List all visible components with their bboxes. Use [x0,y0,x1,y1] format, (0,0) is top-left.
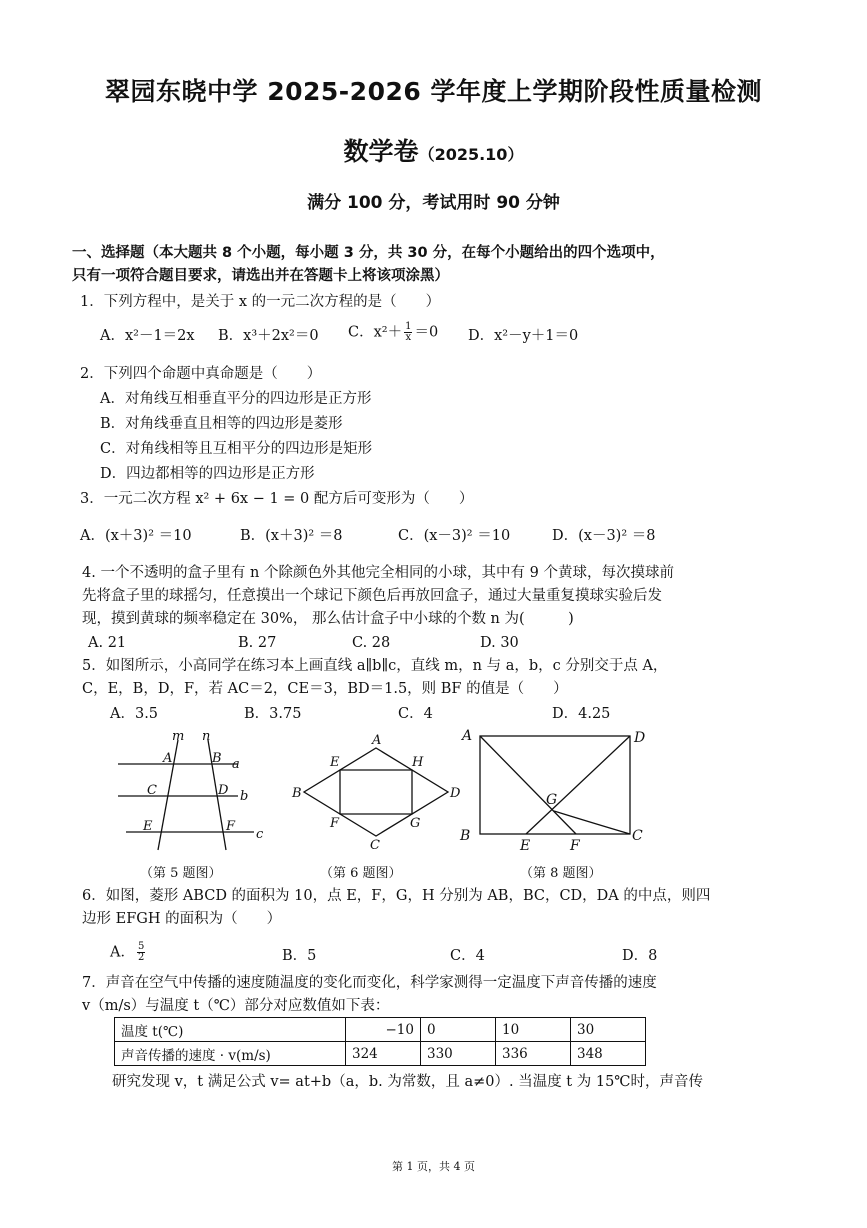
table-cell: 348 [571,1042,646,1066]
table-cell: 324 [346,1042,421,1066]
label-C: C [147,783,157,798]
exam-info: 满分 100 分，考试用时 90 分钟 [307,193,560,213]
table-cell: −10 [346,1018,421,1042]
table-cell: 0 [421,1018,496,1042]
q4-option-c: C. 28 [352,635,391,651]
figure-5-parallel-lines [110,728,270,858]
q1-stem: 1．下列方程中，是关于 x 的一元二次方程的是（ ） [80,294,441,310]
q5-option-b: B．3.75 [244,706,302,722]
label-b: b [240,789,249,804]
q6-line2: 边形 EFGH 的面积为（ ） [82,911,282,927]
label-C: C [370,838,380,850]
q2-option-c: C．对角线相等且互相平分的四边形是矩形 [100,441,373,457]
label-D: D [634,730,646,746]
q4-line1: 4. 一个不透明的盒子里有 n 个除颜色外其他完全相同的小球，其中有 9 个黄球，每次摸球前 [82,565,674,581]
label-F: F [330,816,340,831]
figure-8-rectangle [456,724,656,858]
label-C: C [632,828,643,844]
segment-AF [480,736,576,834]
figure-5-caption: （第 5 题图） [140,866,222,881]
exam-title: 翠园东晓中学 2025-2026 学年度上学期阶段性质量检测 [105,77,762,106]
label-E: E [330,755,340,770]
label-G: G [410,816,421,831]
label-B: B [292,786,302,801]
exam-date: （2025.10） [418,145,524,164]
table-row [115,1018,646,1042]
q6-option-a-fraction: $\frac{5}{2}$ [137,941,145,963]
q3-option-d: D．(x－3)² ＝8 [552,528,656,544]
label-c: c [256,827,264,842]
section-heading-line2: 只有一项符合题目要求，请选出并在答题卡上将该项涂黑） [72,268,449,284]
q4-option-b: B. 27 [238,635,277,651]
q6-option-a [110,942,147,963]
q6-option-d: D．8 [622,948,658,964]
q5-option-a: A．3.5 [110,706,159,722]
q7-line1: 7．声音在空气中传播的速度随温度的变化而变化，科学家测得一定温度下声音传播的速度 [82,975,657,991]
rhombus-ABCD [304,748,448,836]
q2-option-a: A．对角线互相垂直平分的四边形是正方形 [100,391,372,407]
quadrilateral-EFGH [340,770,412,814]
label-A: A [462,728,473,744]
q6-option-b: B．5 [282,948,317,964]
q7-line2: v（m/s）与温度 t（℃）部分对应数值如下表： [82,998,390,1014]
table-row [115,1042,646,1066]
table-cell: 10 [496,1018,571,1042]
q6-line1: 6．如图，菱形 ABCD 的面积为 10，点 E，F，G，H 分别为 AB，BC，CD，DA 的中点，则四 [82,888,711,904]
label-m: m [172,729,185,744]
label-a: a [232,757,240,772]
q3-stem: 3．一元二次方程 x² + 6x − 1 = 0 配方后可变形为（ ） [80,491,474,507]
q5-option-c: C．4 [398,706,433,722]
exam-subject [0,132,867,168]
label-H: H [412,755,424,770]
label-D: D [218,783,229,798]
subject-name: 数学卷 [343,137,419,166]
q2-option-b: B．对角线垂直且相等的四边形是菱形 [100,416,343,432]
q6-option-a-pre: A． [110,944,135,961]
q4-option-d: D. 30 [480,635,519,651]
rectangle-ABCD [480,736,630,834]
q2-stem: 2．下列四个命题中真命题是（ ） [80,366,322,382]
label-A: A [372,733,382,748]
q1-option-c-post: ＝0 [414,324,439,341]
figure-6-rhombus [288,732,471,850]
q7-line3: 研究发现 v，t 满足公式 v= at+b（a，b. 为常数，且 a≠0）. 当温度 t 为 15℃时，声音传 [112,1074,704,1090]
label-G: G [546,792,558,808]
q5-option-d: D．4.25 [552,706,611,722]
q5-line2: C，E，B，D，F，若 AC＝2，CE＝3，BD＝1.5，则 BF 的值是（ ） [82,681,568,697]
q1-option-a: A．x²－1＝2x [100,328,195,344]
q1-option-d: D．x²－y＋1＝0 [468,328,579,344]
table-cell: 330 [421,1042,496,1066]
table-cell: 30 [571,1018,646,1042]
label-F: F [226,819,236,834]
q6-option-c: C．4 [450,948,485,964]
section-heading-line1: 一、选择题（本大题共 8 个小题，每小题 3 分，共 30 分，在每个小题给出的四个选项中， [72,245,665,261]
q1-option-c [348,322,438,343]
speed-temperature-table [114,1017,646,1066]
q2-option-d: D．四边都相等的四边形是正方形 [100,466,315,482]
segment-DE [526,736,630,834]
q5-line1: 5．如图所示，小高同学在练习本上画直线 a∥b∥c，直线 m，n 与 a，b，c 分别交于点 A， [82,658,668,674]
figure-6-caption: （第 6 题图） [320,866,402,881]
q4-line2: 先将盒子里的球摇匀，任意摸出一个球记下颜色后再放回盒子，通过大量重复摸球实验后发 [82,588,662,604]
label-E: E [520,838,531,854]
label-A: A [163,751,173,766]
figure-8-caption: （第 8 题图） [520,866,602,881]
q3-option-c: C．(x－3)² ＝10 [398,528,511,544]
label-B: B [212,751,222,766]
q4-line3: 现，摸到黄球的频率稳定在 30%， 那么估计盒子中小球的个数 n 为( ) [82,611,574,627]
table-cell: 声音传播的速度 · v(m/s) [115,1042,346,1066]
q1-option-c-pre: C．x²＋ [348,324,403,341]
table-cell: 温度 t(℃) [115,1018,346,1042]
table-cell: 336 [496,1042,571,1066]
q1-option-c-fraction: $\frac{1}{x}$ [405,321,412,343]
q4-option-a: A. 21 [88,635,127,651]
label-F: F [570,838,580,854]
label-n: n [202,729,211,744]
page-number: 第 1 页，共 4 页 [392,1160,475,1173]
label-E: E [143,819,153,834]
label-B: B [460,828,471,844]
q3-option-b: B．(x＋3)² ＝8 [240,528,343,544]
label-D: D [450,786,461,801]
q1-option-b: B．x³＋2x²＝0 [218,328,319,344]
q3-option-a: A．(x＋3)² ＝10 [80,528,192,544]
